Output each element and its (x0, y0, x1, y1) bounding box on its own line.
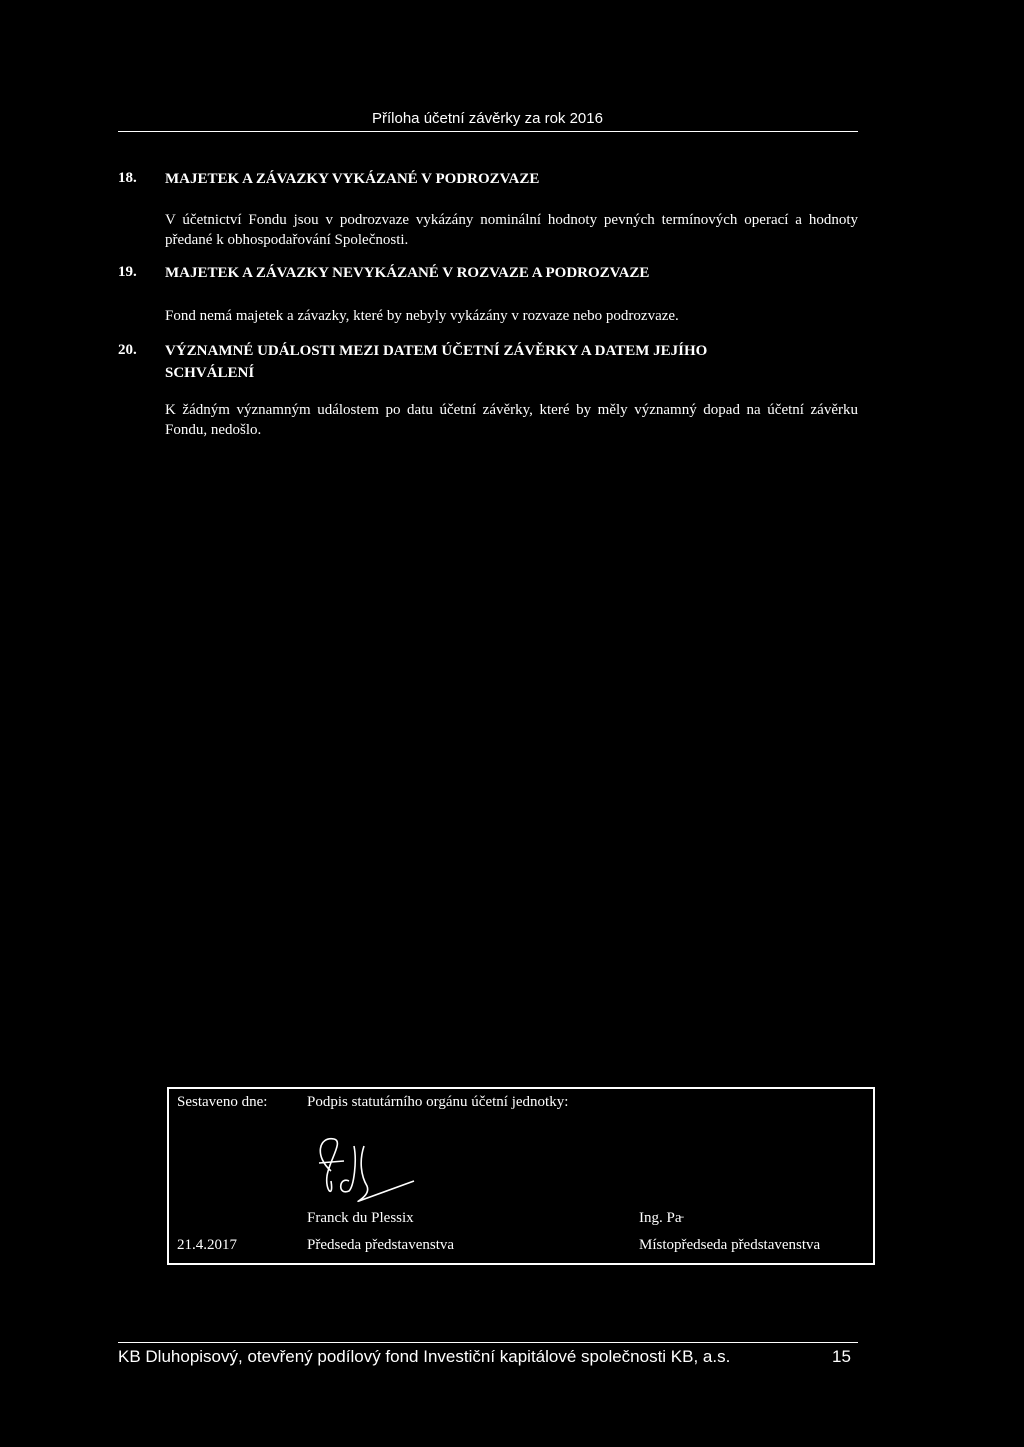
section-number: 19. (118, 264, 137, 280)
page-header: Příloha účetní závěrky za rok 2016 (372, 110, 603, 127)
footer-text: KB Dluhopisový, otevřený podílový fond Investiční kapitálové společnosti KB, a.s. (118, 1347, 731, 1366)
section-text: V účetnictví Fondu jsou v podrozvaze vykázány nominální hodnoty pevných termínových operací a hodnoty předané k obhospodařování Společnosti. (165, 212, 858, 248)
section-number: 20. (118, 342, 137, 358)
section-number: 18. (118, 170, 137, 186)
signature-box (167, 1087, 875, 1265)
compiled-label: Sestaveno dne: (177, 1094, 268, 1110)
signer1-name: Franck du Plessix (307, 1210, 414, 1226)
signer2-name: Ing. Pa̵ (639, 1210, 682, 1226)
section-title: MAJETEK A ZÁVAZKY VYKÁZANÉ V PODROZVAZE (165, 171, 540, 187)
section-text: K žádným významným událostem po datu účetní závěrky, které by měly významný dopad na účetní závěrku Fondu, nedošlo. (165, 402, 858, 438)
header-divider (118, 131, 858, 132)
compiled-date: 21.4.2017 (177, 1237, 237, 1253)
handwritten-signature (309, 1131, 429, 1206)
signer2-role: Místopředseda představenstva (639, 1237, 821, 1253)
signer1-role: Předseda představenstva (307, 1237, 455, 1253)
signature-label: Podpis statutárního orgánu účetní jednotky: (307, 1094, 569, 1110)
footer-divider (118, 1342, 858, 1343)
section-title: VÝZNAMNÉ UDÁLOSTI MEZI DATEM ÚČETNÍ ZÁVĚRKY A DATEM JEJÍHO SCHVÁLENÍ (165, 343, 708, 381)
section-text: Fond nemá majetek a závazky, které by nebyly vykázány v rozvaze nebo podrozvaze. (165, 308, 679, 324)
section-title: MAJETEK A ZÁVAZKY NEVYKÁZANÉ V ROZVAZE A PODROZVAZE (165, 265, 650, 281)
page-number: 15 (832, 1347, 851, 1366)
